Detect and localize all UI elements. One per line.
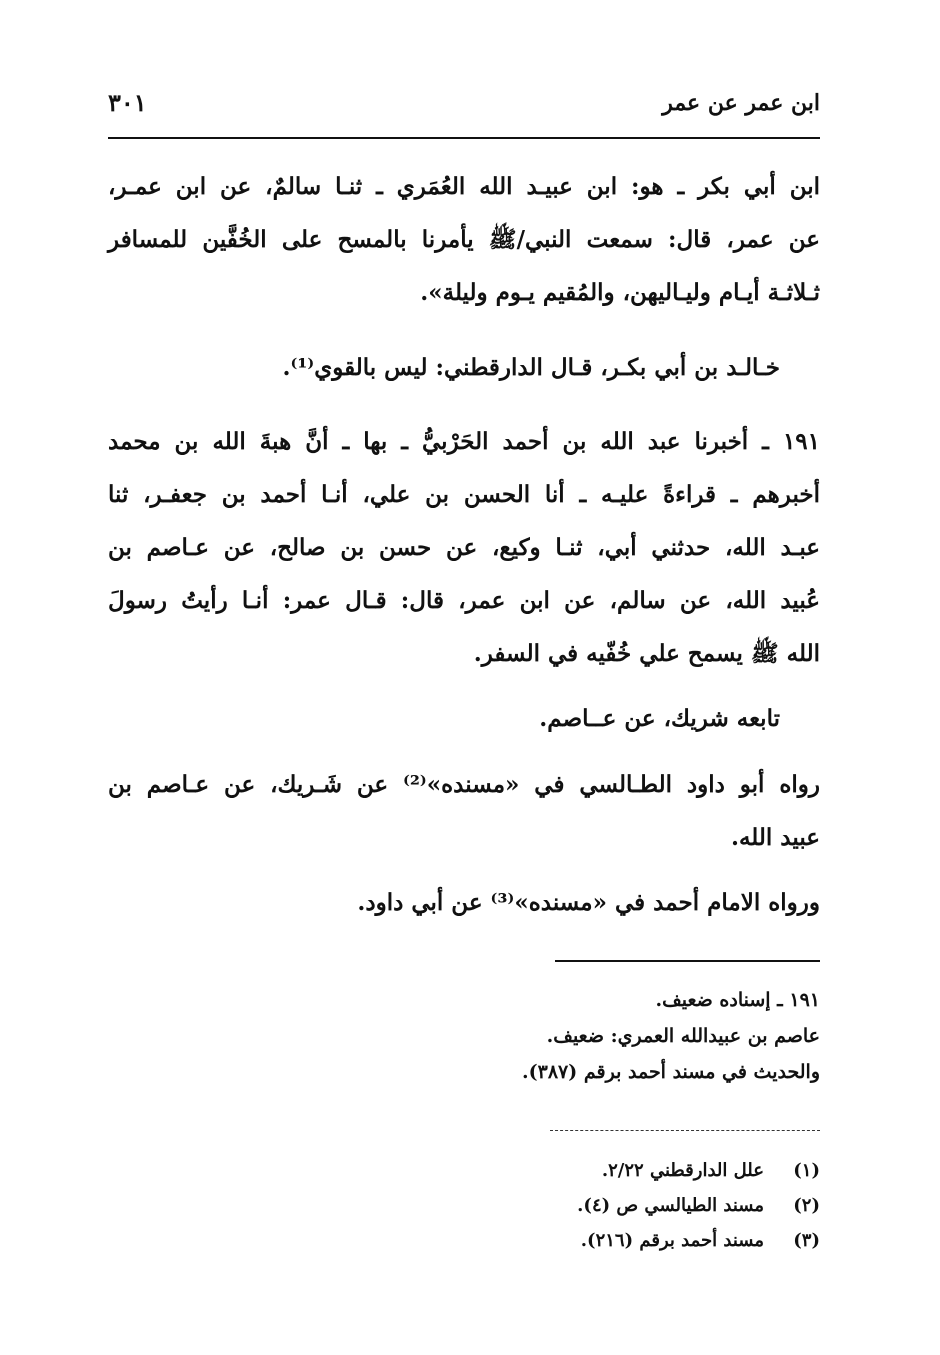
text-line: ثـلاثـة أيـام وليـاليهن، والمُقيم يـوم وليلة». [420,279,820,306]
annotation-line: ١٩١ ـ إسناده ضعيف. [655,989,820,1011]
text-line: عبـد الله، حدثني أبي، ثنـا وكيع، عن حسن بن صالح، عن عـاصم بن [108,534,820,561]
footnote-text: مسند الطيالسي ص (٤). [577,1195,764,1216]
text-line: ١٩١ ـ أخبرنا عبد الله بن أحمد الحَرْبيُّ ـ بها ـ أنَّ هبةَ الله بن محمد [108,428,820,455]
annotation-line: عاصم بن عبيدالله العمري: ضعيف. [546,1025,820,1047]
annotation-rule [555,960,820,962]
page-number: ٣٠١ [108,88,147,117]
footnote-1 [602,1160,820,1181]
text-line: عبيد الله. [730,824,820,851]
hadith-191 [108,415,820,680]
editor-annotation [522,982,820,1090]
text-line: الله ﷺ يسمح علي خُفّيه في السفر. [473,640,820,667]
text-line: عُبيد الله، عن سالم، عن ابن عمر، قال: قـال عمر: أنـا رأيتُ رسولَ [108,587,820,614]
annotation-line: والحديث في مسند أحمد برقم (٣٨٧). [522,1061,820,1083]
narrator-comment [282,341,780,394]
footnote-number: (٣) [793,1230,820,1251]
text-line: عن عمر، قال: سمعت النبي/ﷺ يأمرنا بالمسح على الخُفَّين للمسافر [108,226,820,253]
text-line: أخبرهم ـ قراءةً عليـه ـ أنا الحسن بن علي، أنـا أحمد بن جعفـر، ثنا [108,481,820,508]
footnote-2 [577,1195,820,1216]
page-header [108,88,820,128]
footnote-number: (١) [793,1160,820,1181]
text-line: تابعه شريك، عن عــاصم. [539,705,780,732]
footnote-number: (٢) [793,1195,820,1216]
running-title: ابن عمر عن عمر [662,90,820,116]
text-line: خـالـد بن أبي بكـر، قـال الدارقطني: ليس بالقوي⁽¹⁾. [282,354,780,381]
hadith-text-continued [108,160,820,319]
header-rule [108,137,820,139]
takhrij-paragraph-2 [357,876,820,929]
footnote-separator [550,1130,820,1131]
follow-up-note [539,692,780,745]
footnote-3 [581,1230,820,1251]
footnote-text: علل الدارقطني ٢/٢٢. [601,1160,764,1181]
text-line: ابن أبي بكر ـ هو: ابن عبيـد الله العُمَري ـ ثنـا سالمٌ، عن ابن عمـر، [108,173,820,200]
text-line: رواه أبو داود الطـالسي في «مسنده»⁽²⁾ عن شَـريك، عن عـاصم بن [108,771,820,798]
takhrij-paragraph [108,758,820,864]
footnote-text: مسند أحمد برقم (٢١٦). [580,1230,764,1251]
text-line: ورواه الامام أحمد في «مسنده»⁽³⁾ عن أبي داود. [357,889,820,916]
